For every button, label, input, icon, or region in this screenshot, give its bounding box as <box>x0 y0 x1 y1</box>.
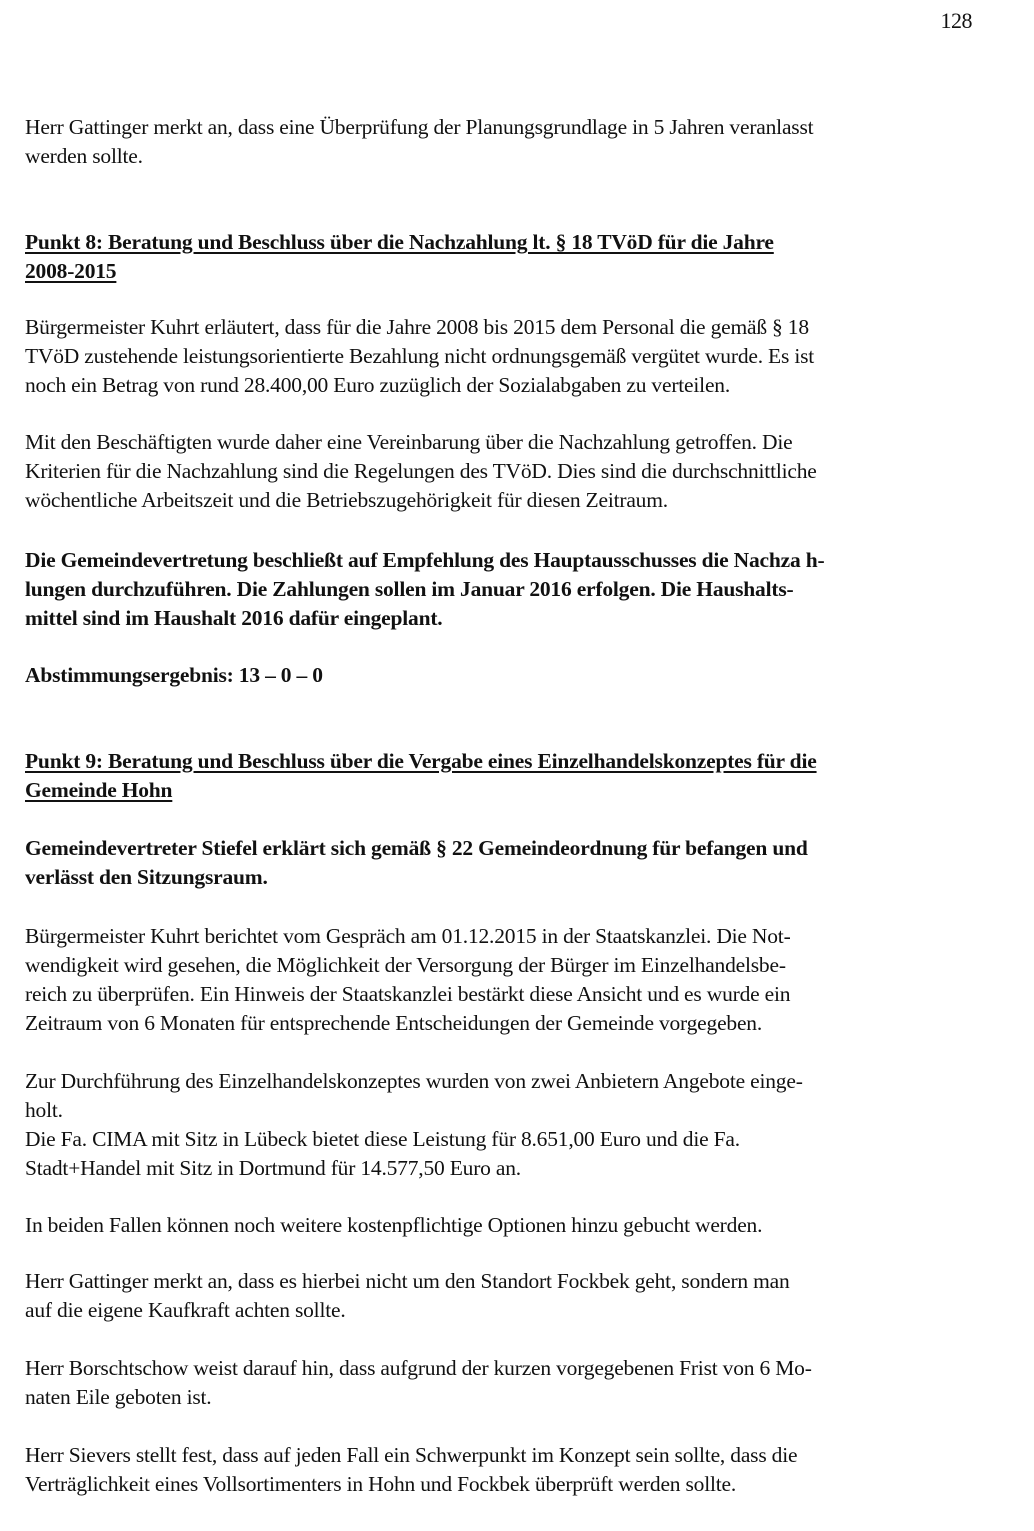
text-line: Herr Sievers stellt fest, dass auf jeden Fall ein Schwerpunkt im Konzept sein sollte, dass die <box>25 1443 798 1467</box>
heading-line: Gemeinde Hohn <box>25 778 173 802</box>
text-line: Gemeindevertreter Stiefel erklärt sich gemäß § 22 Gemeindeordnung für befangen und <box>25 836 808 860</box>
text-line: werden sollte. <box>25 144 143 168</box>
text-line: Die Fa. CIMA mit Sitz in Lübeck bietet diese Leistung für 8.651,00 Euro und die Fa. <box>25 1127 740 1151</box>
text-line: holt. <box>25 1098 63 1122</box>
heading-line: Punkt 9: Beratung und Beschluss über die Vergabe eines Einzelhandelskonzeptes für die <box>25 749 817 773</box>
text-line: TVöD zustehende leistungsorientierte Bezahlung nicht ordnungsgemäß vergütet wurde. Es ist <box>25 344 815 368</box>
text-line: Zur Durchführung des Einzelhandelskonzeptes wurden von zwei Anbietern Angebote einge- <box>25 1069 803 1093</box>
text-line: wöchentliche Arbeitszeit und die Betriebszugehörigkeit für diesen Zeitraum. <box>25 488 668 512</box>
page-number: 128 <box>940 8 972 33</box>
text-line: Bürgermeister Kuhrt berichtet vom Gespräch am 01.12.2015 in der Staatskanzlei. Die Not- <box>25 924 791 948</box>
text-line: reich zu überprüfen. Ein Hinweis der Staatskanzlei bestärkt diese Ansicht und es wurde ein <box>25 982 791 1006</box>
text-line: Verträglichkeit eines Vollsortimenters in Hohn und Fockbek überprüft werden sollte. <box>25 1472 737 1496</box>
text-line: Herr Borschtschow weist darauf hin, dass aufgrund der kurzen vorgegebenen Frist von 6 Mo- <box>25 1356 812 1380</box>
heading-line: 2008-2015 <box>25 259 117 283</box>
text-line: Mit den Beschäftigten wurde daher eine Vereinbarung über die Nachzahlung getroffen. Die <box>25 430 793 454</box>
text-line: Die Gemeindevertretung beschließt auf Empfehlung des Hauptausschusses die Nachza h- <box>25 548 825 572</box>
text-line: Bürgermeister Kuhrt erläutert, dass für die Jahre 2008 bis 2015 dem Personal die gemäß § 18 <box>25 315 809 339</box>
text-line: verlässt den Sitzungsraum. <box>25 865 268 889</box>
text-line: noch ein Betrag von rund 28.400,00 Euro zuzüglich der Sozialabgaben zu verteilen. <box>25 373 731 397</box>
text-line: Herr Gattinger merkt an, dass eine Überprüfung der Planungsgrundlage in 5 Jahren veranlasst <box>25 115 814 139</box>
text-line: Herr Gattinger merkt an, dass es hierbei nicht um den Standort Fockbek geht, sondern man <box>25 1269 790 1293</box>
text-line: auf die eigene Kaufkraft achten sollte. <box>25 1298 346 1322</box>
text-line: wendigkeit wird gesehen, die Möglichkeit der Versorgung der Bürger im Einzelhandelsbe- <box>25 953 786 977</box>
text-line: naten Eile geboten ist. <box>25 1385 212 1409</box>
text-line: Kriterien für die Nachzahlung sind die Regelungen des TVöD. Dies sind die durchschnittliche <box>25 459 817 483</box>
vote-result-punkt-8: Abstimmungsergebnis: 13 – 0 – 0 <box>25 663 323 687</box>
text-line: In beiden Fallen können noch weitere kostenpflichtige Optionen hinzu gebucht werden. <box>25 1213 763 1237</box>
text-line: Stadt+Handel mit Sitz in Dortmund für 14.577,50 Euro an. <box>25 1156 521 1180</box>
text-line: mittel sind im Haushalt 2016 dafür eingeplant. <box>25 606 443 630</box>
text-line: Zeitraum von 6 Monaten für entsprechende Entscheidungen der Gemeinde vorgegeben. <box>25 1011 763 1035</box>
text-line: lungen durchzuführen. Die Zahlungen sollen im Januar 2016 erfolgen. Die Haushalts- <box>25 577 794 601</box>
heading-line: Punkt 8: Beratung und Beschluss über die Nachzahlung lt. § 18 TVöD für die Jahre <box>25 230 774 254</box>
